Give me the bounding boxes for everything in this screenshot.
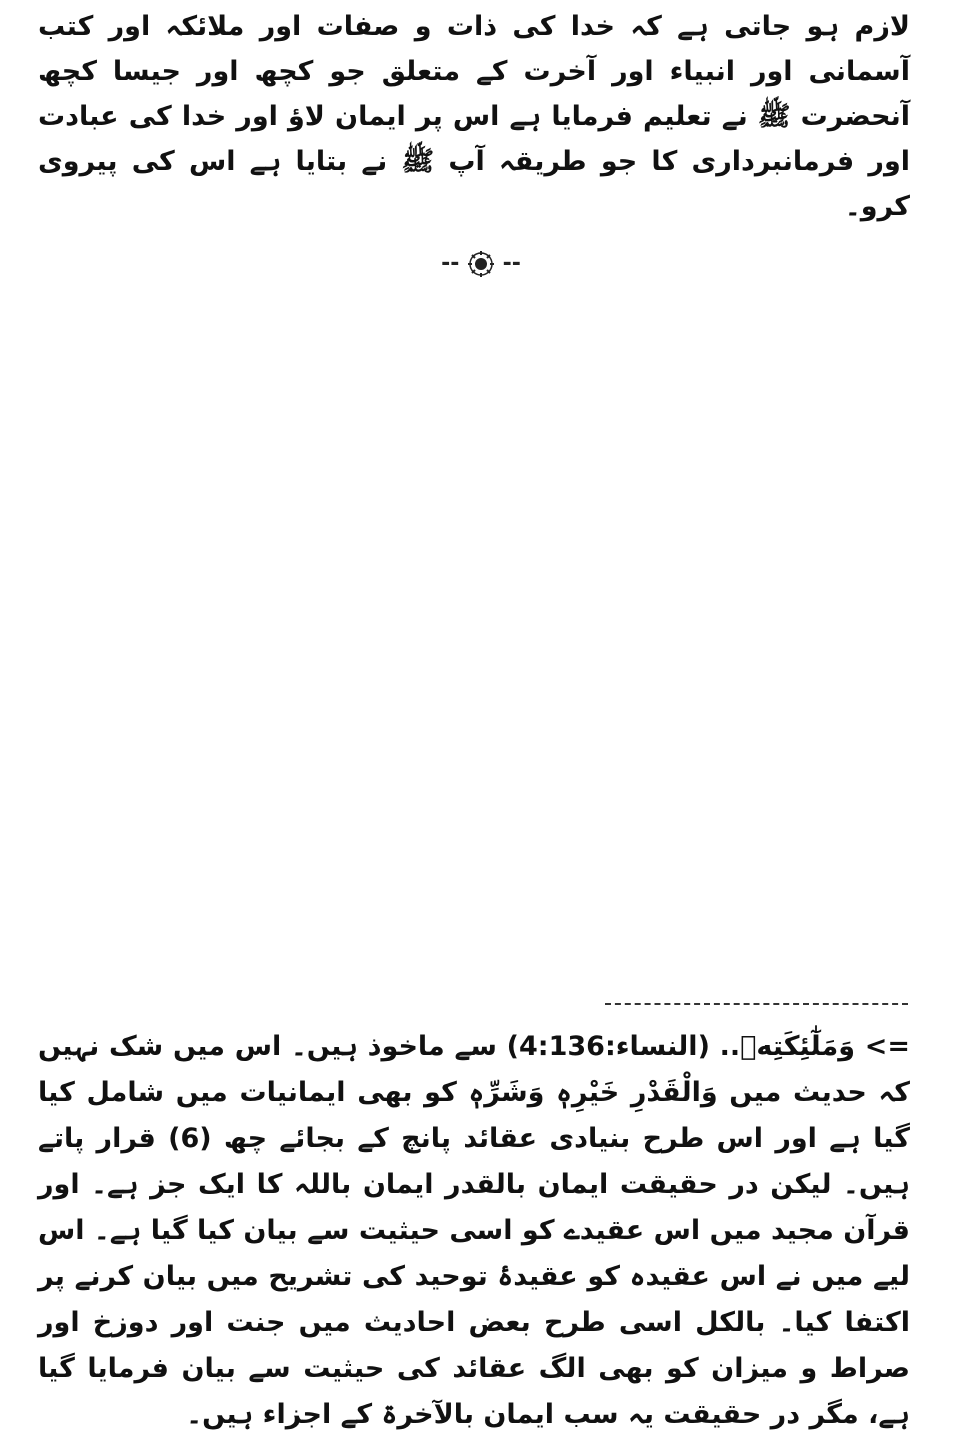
- ornament-dash-right: --: [502, 251, 521, 276]
- section-divider-ornament: [0, 246, 962, 282]
- footnote-marker: <=: [864, 1031, 911, 1062]
- footnote-quote: وَمَلٰٓئِكَتِهٖ..: [719, 1031, 856, 1062]
- footnote-block: [38, 1024, 910, 1438]
- footnote-reference: (النساء:4:136): [506, 1031, 710, 1062]
- footnote-text: سے ماخوذ ہیں۔ اس میں شک نہیں کہ حدیث میں وَالْقَدْرِ خَیْرِہٖ وَشَرِّہٖ کو بھی ایمانیات میں شامل کیا گیا ہے اور اس طرح بنیادی عقائد پانچ کے بجائے چھ (6) قرار پاتے ہیں۔ لیکن در حقیقت ایمان بالقدر ایمان باللہ کا ایک جز ہے۔ اور قرآن مجید میں اس عقیدے کو اسی حیثیت سے بیان کیا گیا ہے۔ اس لیے میں نے اس عقیدہ کو عقیدۂ توحید کی تشریح میں بیان کرنے پر اکتفا کیا۔ بالکل اسی طرح بعض احادیث میں جنت اور دوزخ اور صراط و میزان کو بھی الگ عقائد کی حیثیت سے بیان فرمایا گیا ہے، مگر در حقیقت یہ سب ایمان بالآخرۃ کے اجزاء ہیں۔: [38, 1031, 910, 1430]
- flower-ornament-icon: [467, 250, 495, 278]
- footnote-separator: [605, 1003, 908, 1005]
- main-paragraph: لازم ہو جاتی ہے کہ خدا کی ذات و صفات اور ملائکہ اور کتب آسمانی اور انبیاء اور آخرت کے متعلق جو کچھ اور جیسا کچھ آنحضرت ﷺ نے تعلیم فرمایا ہے اس پر ایمان لاؤ اور خدا کی عبادت اور فرمانبرداری کا جو طریقہ آپ ﷺ نے بتایا ہے اس کی پیروی کرو۔: [38, 11, 910, 222]
- footnote-paragraph: [38, 1024, 910, 1438]
- ornament-dash-left: --: [441, 251, 460, 276]
- main-paragraph-block: [38, 4, 910, 229]
